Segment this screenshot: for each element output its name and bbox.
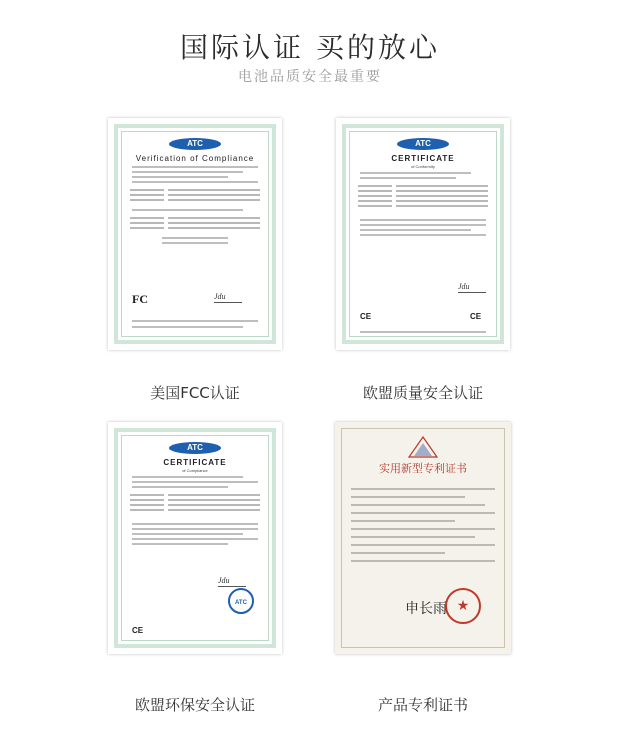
fcc-mark: FC — [132, 292, 148, 306]
certificate-title: CERTIFICATE — [163, 458, 227, 467]
rohs-certificate-image — [108, 422, 282, 654]
certificate-subtitle: of Conformity — [411, 164, 435, 169]
caption-ce-quality: 欧盟质量安全认证 — [362, 384, 483, 402]
page-title: 国际认证 买的放心 — [180, 31, 440, 64]
red-official-seal: ★ — [445, 588, 481, 624]
ce-mark: CE — [360, 312, 372, 321]
certificate-subtitle: of Compliance — [182, 468, 208, 473]
ce-mark: CE — [132, 626, 144, 635]
ce-mark-right: CE — [470, 312, 482, 321]
patent-title: 实用新型专利证书 — [379, 462, 467, 475]
certificate-title: CERTIFICATE — [391, 154, 455, 163]
atc-seal: ATC — [228, 588, 254, 614]
atc-logo: ATC — [397, 138, 449, 150]
atc-logo: ATC — [169, 442, 221, 454]
caption-ce-env: 欧盟环保安全认证 — [134, 696, 255, 714]
certificate-title: Verification of Compliance — [135, 154, 255, 163]
patent-office-logo — [407, 436, 439, 458]
caption-fcc: 美国FCC认证 — [150, 384, 240, 402]
patent-certificate-image — [335, 422, 511, 654]
patent-signature: 申长雨 — [405, 601, 447, 617]
fcc-certificate-image — [108, 118, 282, 350]
page-subtitle: 电池品质安全最重要 — [238, 69, 382, 85]
caption-patent: 产品专利证书 — [377, 696, 468, 714]
signature: Jdu — [458, 282, 486, 293]
signature: Jdu — [218, 576, 246, 587]
signature: Jdu — [214, 292, 242, 303]
atc-logo: ATC — [169, 138, 221, 150]
ce-conformity-certificate-image — [336, 118, 510, 350]
